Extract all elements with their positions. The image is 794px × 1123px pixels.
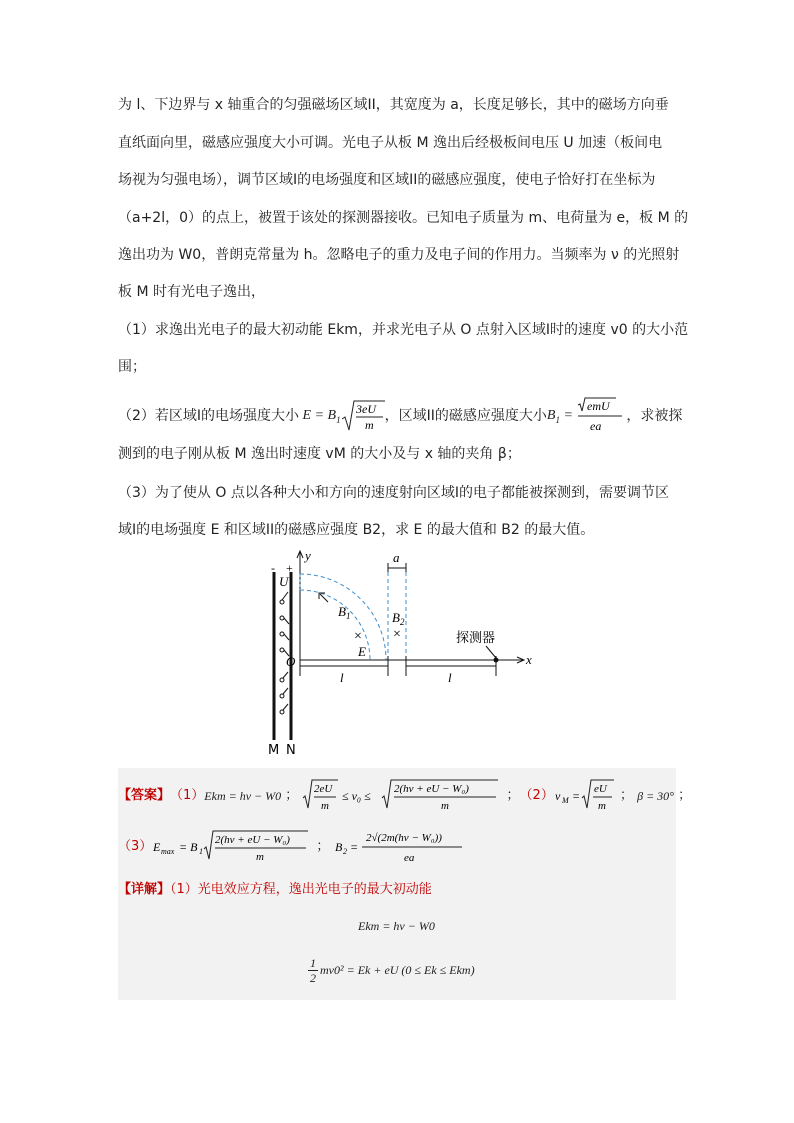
problem-line-1: 为 l、下边界与 x 轴重合的匀强磁场区域II，其宽度为 a，长度足够长，其中的磁场方向垂 (118, 97, 669, 113)
physics-diagram (262, 550, 542, 760)
svg-text:m: m (321, 800, 330, 812)
label-B2: $B_2$ (392, 610, 405, 627)
minus-sign: - (271, 561, 275, 575)
svg-text:=: = (349, 840, 358, 854)
question-2-line-b: 测到的电子刚从板 M 逸出时速度 vM 的大小及与 x 轴的夹角 β； (118, 446, 521, 462)
question-1-line-a: （1）求逸出光电子的最大初动能 Ekm，并求光电子从 O 点射入区域I时的速度 v0 的大小范 (118, 322, 689, 338)
detail-eq-B: $\frac{1}{2}$ mv0² = Ek + eU (0 ≤ Ek ≤ Ekm) (310, 956, 475, 985)
q2-mid-text: ，区域II的磁感应强度大小 (384, 408, 547, 424)
label-N: N (286, 743, 296, 758)
q2-pre-text: （2）若区域I的电场强度大小 (118, 408, 300, 424)
svg-text:2eU: 2eU (314, 783, 333, 795)
answer-part-2-label: （2） (519, 788, 554, 803)
svg-text:E: E (153, 840, 161, 854)
detail-tag: 【详解】 (118, 882, 171, 897)
svg-text:2(hν + eU − W₀): 2(hν + eU − W₀) (394, 783, 470, 795)
question-3-line-a: （3）为了使从 O 点以各种大小和方向的速度射向区域I的电子都能被探测到，需要调节区 (118, 485, 669, 501)
label-detector: 探测器 (456, 631, 496, 646)
svg-text:= B: = B (179, 840, 198, 854)
svg-text:m: m (256, 851, 265, 863)
label-B1: $B_1$ (338, 604, 351, 621)
svg-text:B: B (334, 840, 342, 854)
problem-line-2: 直纸面向里，磁感应强度大小可调。光电子从板 M 逸出后经极板间电压 U 加速（板间电 (118, 135, 663, 151)
svg-text:m: m (441, 800, 450, 812)
svg-text:eU: eU (593, 783, 607, 795)
label-a: a (393, 550, 400, 565)
svg-text:m: m (364, 418, 374, 432)
q2-B1-formula: $B_1$ = emU ea (547, 397, 627, 435)
label-E: E (358, 644, 366, 659)
q2-post-text: ，求被探 (626, 408, 683, 424)
svg-text:ea: ea (403, 852, 414, 864)
answer-line-2: （3） E max = B 1 2(hν + eU − W₀) m ； B 2 = 2√(2m(hν − W₀)) ea (118, 827, 464, 867)
svg-text:2: 2 (342, 847, 347, 856)
label-l-left: l (340, 670, 344, 685)
q2-E-formula: $E = B_1$ 3eU m (299, 399, 385, 433)
answer-line-1: 【答案】 （1） Ekm = hν − W0 ； 2eU m ≤ v₀ ≤ 2(hν + eU − W₀) m ； （2） v M = eU m ； β = 30° ； (118, 776, 691, 816)
detail-eq-A: Ekm = hν − W0 (358, 919, 435, 933)
answer-beta: β = 30° (637, 789, 674, 803)
answer-v0-range (302, 776, 502, 816)
answer-tag: 【答案】 (118, 788, 171, 803)
question-2-line-a (118, 397, 682, 435)
svg-text:≤ v₀ ≤: ≤ v₀ ≤ (342, 789, 372, 803)
detail-text: （1）光电效应方程，逸出光电子的最大初动能 (170, 882, 432, 897)
svg-text:3eU: 3eU (355, 402, 376, 416)
svg-text:2√(2m(hν − W₀)): 2√(2m(hν − W₀)) (365, 832, 442, 844)
problem-line-4: （a+2l，0）的点上，被置于该处的探测器接收。已知电子质量为 m、电荷量为 e，板 M 的 (118, 210, 689, 226)
detector-point (494, 658, 499, 663)
svg-text:1: 1 (199, 847, 204, 856)
question-3-line-b: 域I的电场强度 E 和区域II的磁感应强度 B2，求 E 的最大值和 B2 的最大值。 (118, 522, 595, 538)
label-O: O (286, 654, 296, 669)
cross-region-I: × (354, 629, 362, 644)
problem-line-3: 场视为匀强电场），调节区域I的电场强度和区域II的磁感应强度，使电子恰好打在坐标为 (118, 172, 656, 188)
label-y: y (305, 550, 311, 563)
svg-text:max: max (161, 847, 175, 856)
answer-Emax (152, 827, 312, 867)
cross-region-II: × (393, 627, 401, 642)
answer-vM (554, 776, 616, 816)
plus-sign: + (286, 561, 293, 575)
svg-text:2(hν + eU − W₀): 2(hν + eU − W₀) (215, 834, 291, 846)
svg-text:emU: emU (587, 399, 611, 413)
answer-part-1-label: （1） (170, 788, 205, 803)
label-x: x (526, 652, 532, 667)
answer-eq-1: Ekm = hν − W0 (204, 789, 282, 803)
label-M: M (268, 743, 280, 758)
svg-text:m: m (597, 800, 606, 812)
detail-eq-B-tail: mv0² = Ek + eU (0 ≤ Ek ≤ Ekm) (320, 963, 475, 977)
svg-text:v: v (554, 789, 561, 803)
question-1-line-b: 围； (118, 359, 146, 375)
label-U: U (279, 574, 289, 589)
answer-B2max (334, 827, 464, 867)
electron-arrows (280, 592, 289, 714)
svg-text:=: = (571, 789, 580, 803)
detail-line (118, 880, 432, 900)
svg-text:ea: ea (590, 419, 602, 433)
answer-part-3-label: （3） (118, 839, 153, 854)
problem-line-5: 逸出功为 W0，普朗克常量为 h。忽略电子的重力及电子间的作用力。当频率为 ν 的光照射 (118, 247, 680, 263)
problem-line-6: 板 M 时有光电子逸出， (118, 284, 265, 300)
label-l-right: l (448, 670, 452, 685)
svg-text:M: M (561, 796, 569, 805)
field-arrow (320, 594, 328, 602)
